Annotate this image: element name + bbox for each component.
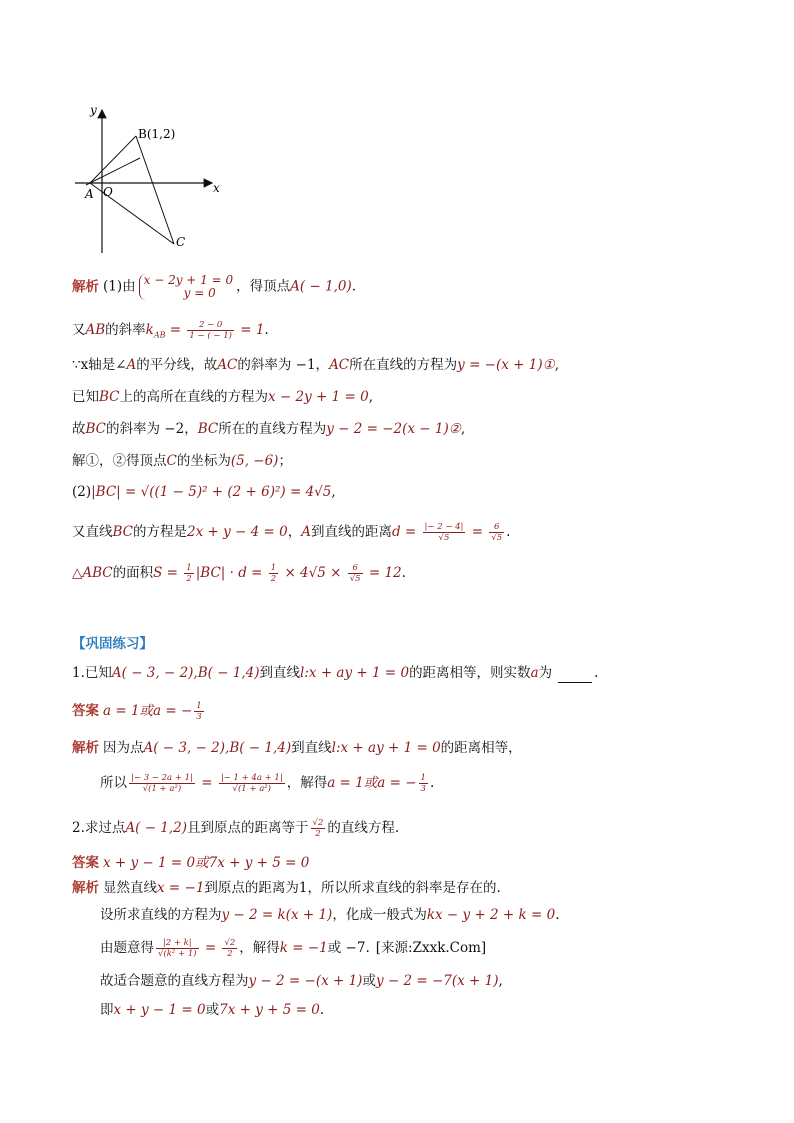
fraction: $\frac{2 - 0}{1 - ( - 1)}$ <box>189 320 232 341</box>
example-line-8: 又直线BC的方程是2x + y − 4 = 0，A到直线的距离d = $\frac{|- 2 - 4|}{√5}$ = $\frac{6}{√5}$ . <box>72 522 511 543</box>
q1-solution-2: 所以 $\frac{|- 3 - 2a + 1|}{\text{√(1 + a²)}}$ = $\frac{|- 1 + 4a + 1|}{\text{√(1 + a²)}}$ ，解得a = 1或a = − $\frac{1}{3}$ . <box>100 773 435 794</box>
fraction: $\frac{1}{2}$ <box>270 563 277 584</box>
q1-solution-1: 解析 因为点A( − 3, − 2),B( − 1,4)到直线l:x + ay + 1 = 0的距离相等， <box>72 740 522 756</box>
example-line-1: 解析 (1)由 x − 2y + 1 = 0 y = 0 ，得顶点A( − 1,0). <box>72 273 357 300</box>
fraction: $\frac{|- 3 - 2a + 1|}{\text{√(1 + a²)}}$ <box>131 773 193 794</box>
fraction: $\frac{|- 1 + 4a + 1|}{\text{√(1 + a²)}}$ <box>220 773 283 794</box>
label-b: B(1,2) <box>138 127 176 141</box>
fraction: $\frac{6}{√5}$ <box>491 522 503 543</box>
example-line-9: △ABC的面积S = $\frac{1}{2}$ |BC| · d = $\frac{1}{2}$ × 4√5 × $\frac{6}{√5}$ = 12. <box>72 563 406 584</box>
q2-solution-3: 由题意得 $\frac{|2 + k|}{\text{√(k² + 1)}}$ = $\frac{√2}{2}$ ，解得k = −1或 −7. [来源:Zxxk.Com] <box>100 938 487 959</box>
fraction: $\frac{1}{2}$ <box>186 563 192 584</box>
q1-answer: 答案 a = 1或a = − $\frac{1}{3}$ <box>72 701 202 722</box>
fraction: $\frac{6}{√5}$ <box>349 563 361 584</box>
label-y: y <box>90 103 97 117</box>
q2-answer: 答案 x + y − 1 = 0或7x + y + 5 = 0 <box>72 855 310 871</box>
example-line-7: (2)|BC| = √((1 − 5)² + (2 + 6)²) = 4√5, <box>72 484 336 500</box>
example-line-2: 又AB的斜率$k_{AB}$ = $\frac{2 - 0}{1 - ( - 1)}$ = 1. <box>72 320 269 341</box>
segment-bc <box>136 136 174 244</box>
q2-solution-2: 设所求直线的方程为y − 2 = k(x + 1)，化成一般式为kx − y + 2 + k = 0. <box>100 907 560 923</box>
altitude-line <box>86 158 140 185</box>
triangle-figure <box>70 98 230 258</box>
fraction: $\frac{1}{3}$ <box>420 773 426 794</box>
example-line-5: 故BC的斜率为 −2，BC所在的直线方程为y − 2 = −2(x − 1)②, <box>72 421 466 437</box>
fraction: $\frac{√2}{2}$ <box>224 938 236 959</box>
example-line-4: 已知BC上的高所在直线的方程为x − 2y + 1 = 0, <box>72 389 374 405</box>
section-title: 【巩固练习】 <box>72 636 153 652</box>
fraction: $\frac{1}{3}$ <box>196 701 202 722</box>
answer-blank <box>558 664 592 683</box>
q2-solution-4: 故适合题意的直线方程为y − 2 = −(x + 1)或y − 2 = −7(x + 1), <box>100 973 503 989</box>
q2-question: 2.求过点A( − 1,2)且到原点的距离等于 $\frac{√2}{2}$ 的直线方程. <box>72 818 400 839</box>
fraction: $\frac{|- 2 - 4|}{√5}$ <box>424 522 464 543</box>
q1-question: 1.已知A( − 3, − 2),B( − 1,4)到直线l:x + ay + 1 = 0的距离相等，则实数a为 . <box>72 665 599 681</box>
label-a: A <box>85 187 94 201</box>
q2-solution-5: 即x + y − 1 = 0或7x + y + 5 = 0. <box>100 1002 325 1018</box>
example-line-6: 解①，②得顶点C的坐标为(5, −6)； <box>72 453 292 469</box>
fraction: $\frac{√2}{2}$ <box>312 818 324 839</box>
label-c: C <box>176 235 186 249</box>
segment-ab <box>90 136 136 183</box>
label-x: x <box>213 181 220 195</box>
fraction: $\frac{|2 + k|}{\text{√(k² + 1)}}$ <box>158 938 197 959</box>
q2-solution-1: 解析 显然直线x = −1到原点的距离为1，所以所求直线的斜率是存在的. <box>72 880 501 896</box>
label-o: O <box>103 185 113 199</box>
equation-system: x − 2y + 1 = 0 y = 0 <box>139 274 234 300</box>
example-line-3: ∵x轴是∠A的平分线，故AC的斜率为 −1，AC所在直线的方程为y = −(x + 1)①, <box>72 357 560 373</box>
